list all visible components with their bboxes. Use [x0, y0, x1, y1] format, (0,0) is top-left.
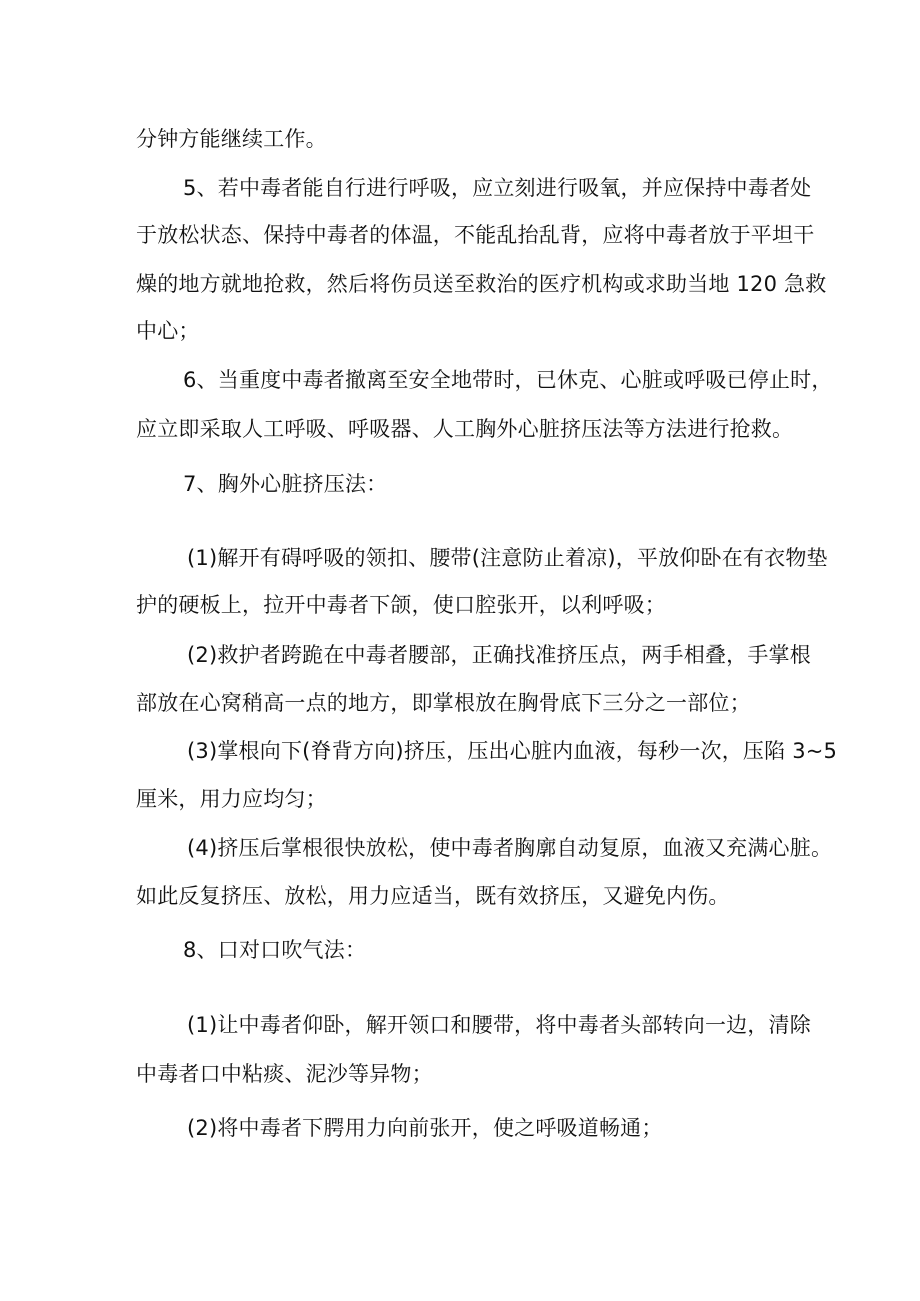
text-line: 5、若中毒者能自行进行呼吸，应立刻进行吸氧，并应保持中毒者处 — [183, 176, 812, 200]
section-heading: 8、口对口吹气法： — [183, 938, 367, 962]
section-heading: 7、胸外心脏挤压法： — [183, 472, 388, 496]
text-line: (1)解开有碍呼吸的领扣、腰带(注意防止着凉)，平放仰卧在有衣物垫 — [187, 546, 828, 570]
text-line: (2)将中毒者下腭用力向前张开，使之呼吸道畅通； — [187, 1116, 663, 1140]
text-line: 分钟方能继续工作。 — [136, 127, 327, 151]
text-line: 应立即采取人工呼吸、呼吸器、人工胸外心脏挤压法等方法进行抢救。 — [136, 417, 794, 441]
text-line: 燥的地方就地抢救，然后将伤员送至救治的医疗机构或求助当地 120 急救 — [136, 272, 827, 296]
text-line: (3)掌根向下(脊背方向)挤压，压出心脏内血液，每秒一次，压陷 3~5 — [187, 739, 838, 763]
text-line: 中心； — [136, 319, 200, 343]
text-line: 6、当重度中毒者撤离至安全地带时，已休克、心脏或呼吸已停止时， — [183, 368, 833, 392]
text-line: (1)让中毒者仰卧，解开领口和腰带，将中毒者头部转向一边，清除 — [187, 1013, 811, 1037]
text-line: 部放在心窝稍高一点的地方，即掌根放在胸骨底下三分之一部位； — [136, 691, 751, 715]
text-line: 厘米，用力应均匀； — [136, 787, 327, 811]
text-line: (4)挤压后掌根很快放松，使中毒者胸廓自动复原，血液又充满心脏。 — [187, 836, 833, 860]
text-line: 护的硬板上，拉开中毒者下颌，使口腔张开，以利呼吸； — [136, 593, 666, 617]
text-line: 于放松状态、保持中毒者的体温，不能乱抬乱背，应将中毒者放于平坦干 — [136, 223, 815, 247]
text-line: (2)救护者跨跪在中毒者腰部，正确找准挤压点，两手相叠，手掌根 — [187, 643, 811, 667]
text-line: 如此反复挤压、放松，用力应适当，既有效挤压，又避免内伤。 — [136, 884, 730, 908]
text-line: 中毒者口中粘痰、泥沙等异物； — [136, 1062, 433, 1086]
